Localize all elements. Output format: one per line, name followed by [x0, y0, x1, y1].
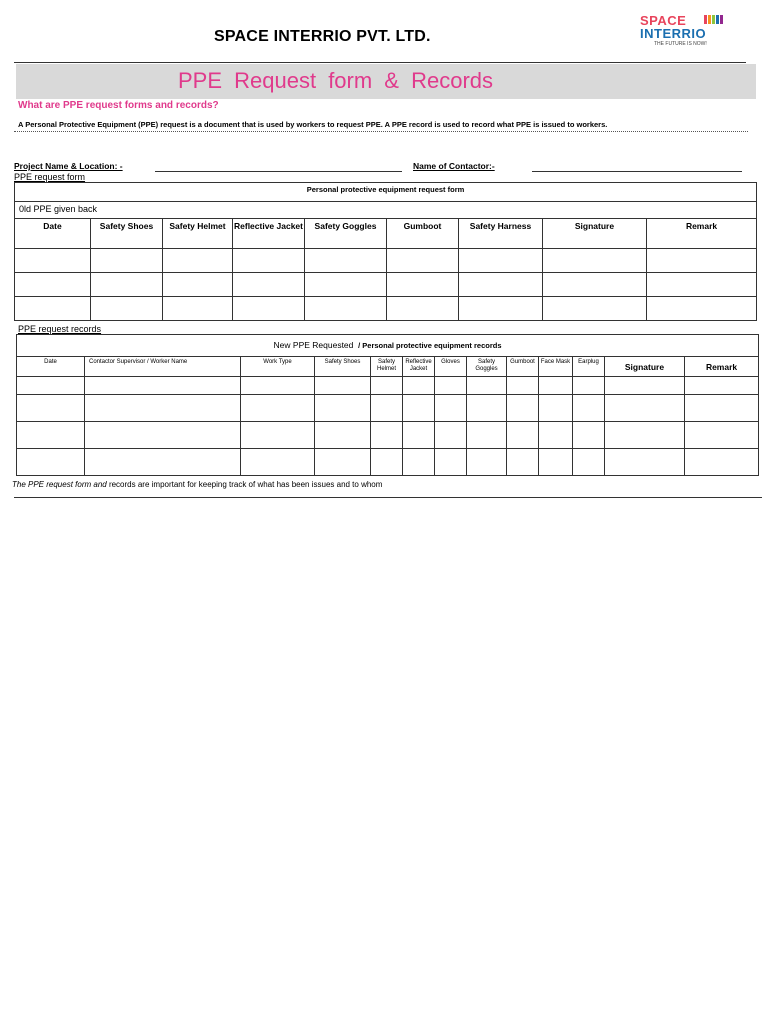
ppe-records-table: [16, 334, 759, 476]
col-safety-shoes: Safety Shoes: [91, 219, 163, 249]
col-worker-name: Contactor Supervisor / Worker Name: [85, 357, 241, 377]
col-reflective-jacket: Reflective Jacket: [233, 219, 305, 249]
col-safety-goggles: Safety Goggles: [305, 219, 387, 249]
bottom-divider: [14, 497, 762, 498]
col-reflective-jacket: Reflective Jacket: [403, 357, 435, 377]
table-row[interactable]: [15, 273, 757, 297]
request-records-label: PPE request records: [18, 324, 102, 334]
top-divider: [14, 62, 746, 63]
col-safety-helmet: Safety Helmet: [371, 357, 403, 377]
col-gumboot: Gumboot: [507, 357, 539, 377]
intro-description: A Personal Protective Equipment (PPE) request is a document that is used by workers to request PPE. A PPE record is used to record what PPE is issued to workers.: [18, 120, 608, 129]
project-name-field[interactable]: [155, 171, 402, 172]
col-signature: Signature: [543, 219, 647, 249]
table-row[interactable]: [17, 422, 759, 449]
page-title: PPE Request form & Records: [178, 68, 494, 93]
table-row[interactable]: [15, 249, 757, 273]
col-safety-helmet: Safety Helmet: [163, 219, 233, 249]
col-safety-harness: Safety Harness: [459, 219, 543, 249]
footer-note: The PPE request form and records are important for keeping track of what has been issues and to whom: [12, 480, 383, 489]
col-safety-goggles: Safety Goggles: [467, 357, 507, 377]
col-face-mask: Face Mask: [539, 357, 573, 377]
col-safety-shoes: Safety Shoes: [315, 357, 371, 377]
title-banner: [16, 64, 756, 99]
contactor-name-label: Name of Contactor:-: [413, 161, 495, 171]
dotted-divider: [14, 131, 748, 132]
col-date: Date: [15, 219, 91, 249]
col-earplug: Earplug: [573, 357, 605, 377]
ppe-request-form-table: [14, 182, 757, 321]
request-form-caption: Personal protective equipment request form: [15, 183, 757, 202]
project-name-label: Project Name & Location: -: [14, 161, 123, 171]
table-row[interactable]: [17, 377, 759, 395]
col-remark: Remark: [647, 219, 757, 249]
table-row[interactable]: [15, 297, 757, 321]
col-remark: Remark: [685, 357, 759, 377]
col-date: Date: [17, 357, 85, 377]
col-gumboot: Gumboot: [387, 219, 459, 249]
old-ppe-given-back: 0ld PPE given back: [15, 202, 757, 219]
intro-question: What are PPE request forms and records?: [18, 100, 219, 111]
company-logo: SPACE INTERRIO THE FUTURE IS NOW!: [640, 14, 740, 54]
table-row[interactable]: [17, 449, 759, 476]
company-name: SPACE INTERRIO PVT. LTD.: [214, 28, 431, 45]
contactor-name-field[interactable]: [532, 171, 742, 172]
records-caption: New PPE Requested / Personal protective equipment records: [17, 335, 759, 357]
col-work-type: Work Type: [241, 357, 315, 377]
table-row[interactable]: [17, 395, 759, 422]
request-form-label: PPE request form: [14, 172, 86, 182]
col-signature: Signature: [605, 357, 685, 377]
col-gloves: Gloves: [435, 357, 467, 377]
